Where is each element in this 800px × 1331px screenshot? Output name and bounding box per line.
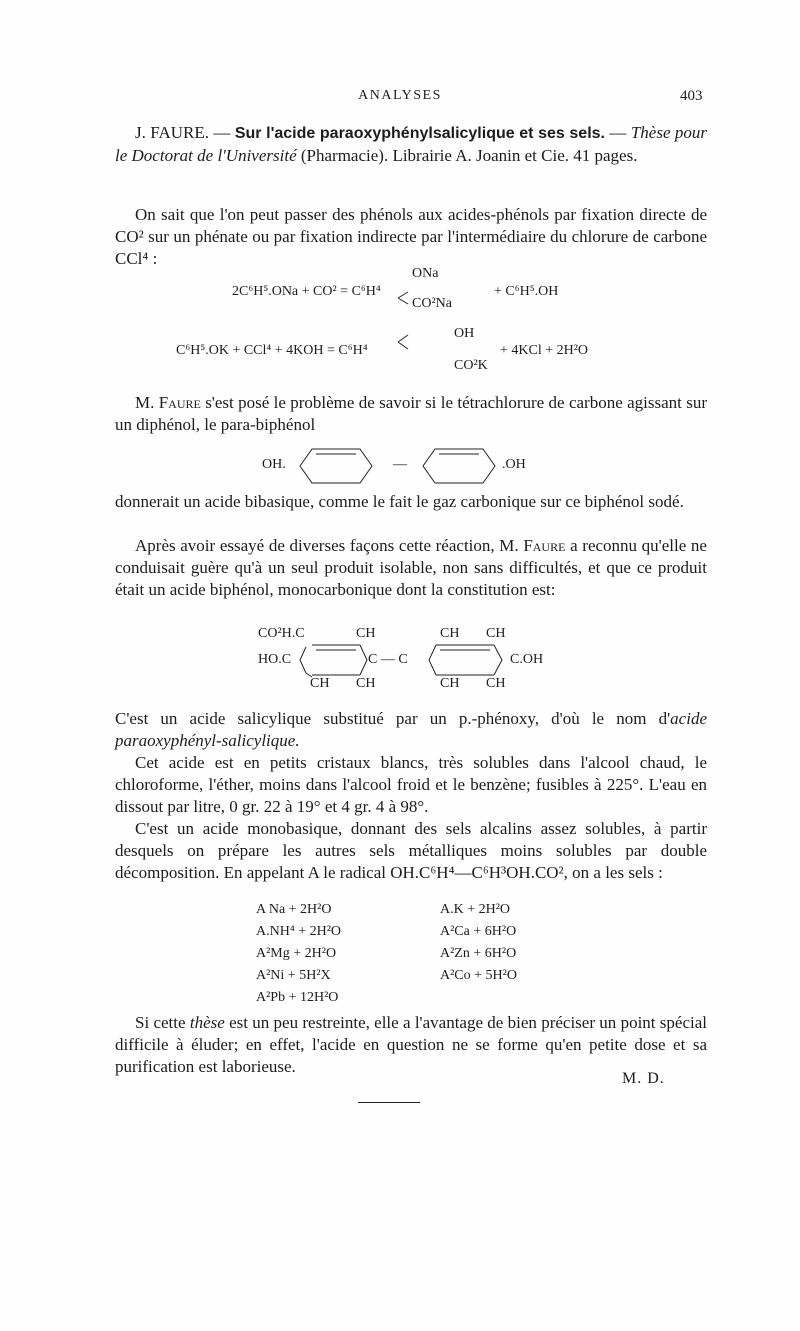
paragraph-name: C'est un acide salicylique substitué par un p.-phénoxy, d'où le nom d'acide paraoxyphényl-salicylique. — [115, 709, 707, 750]
structure-ch: CH — [440, 626, 460, 641]
equation2-bottom: CO²K — [454, 358, 488, 373]
salt-left: A²Ni + 5H²X — [256, 968, 331, 983]
paragraph-salts: C'est un acide monobasique, donnant des sels alcalins assez solubles, à partir desquels on prépare les autres sels métalliques moins solubles par double décomposition. En appelant A le radical OH.C⁶H⁴—C⁶H³OH.CO², on a les sels : — [115, 819, 707, 882]
biphenol-bond: — — [393, 457, 407, 472]
equation2-top: OH — [454, 326, 475, 341]
structure-hoc: HO.C — [258, 652, 292, 667]
equation2-lhs: C⁶H⁵.OK + CCl⁴ + 4KOH = C⁶H⁴ — [176, 343, 368, 358]
intro-paragraph: On sait que l'on peut passer des phénols aux acides-phénols par fixation directe de CO² sur un phénate ou par fixation indirecte par l'intermédiaire du chlorure de carbone CCl⁴ : — [115, 205, 707, 268]
citation-publisher: (Pharmacie). Librairie A. Joanin et Cie. 41 pages. — [300, 146, 638, 165]
salt-right: A²Zn + 6H²O — [440, 946, 517, 961]
structure-ch: CH — [440, 676, 460, 691]
salt-left: A.NH⁴ + 2H²O — [256, 924, 342, 939]
citation-thesis: Thèse pour le Doctorat de l'Université — [115, 123, 708, 165]
paragraph-conclusion: Si cette thèse est un peu restreinte, elle a l'avantage de bien préciser un point spécial difficile à éluder; en effet, l'acide en question ne se forme qu'en petite dose et sa purification est laborieuse. — [115, 1013, 707, 1076]
salt-right: A.K + 2H²O — [440, 902, 511, 917]
equation1-lhs: 2C⁶H⁵.ONa + CO² = C⁶H⁴ — [232, 284, 381, 299]
structure-ch: CH — [310, 676, 330, 691]
signature: M. D. — [622, 1070, 665, 1087]
salt-right: A²Co + 5H²O — [440, 968, 517, 983]
page-number: 403 — [680, 88, 703, 104]
structure-ch: CH — [356, 626, 376, 641]
structure-bridge: C — C — [368, 652, 408, 667]
structure-ch: CH — [486, 676, 506, 691]
equation1-rhs: + C⁶H⁵.OH — [494, 284, 559, 299]
citation-dash: — — [609, 123, 627, 142]
paragraph-result: Après avoir essayé de diverses façons cette réaction, M. Faure a reconnu qu'elle ne conduisait guère qu'à un seul produit isolable, non sans difficultés, et que ce produit était un acide biphénol, monocarbonique dont la constitution est: — [115, 536, 707, 599]
biphenol-right: .OH — [502, 457, 526, 472]
equation1-top: ONa — [412, 266, 439, 281]
paragraph-problem: M. Faure s'est posé le problème de savoir si le tétrachlorure de carbone agissant sur un diphénol, le para-biphénol — [115, 393, 707, 434]
equation2-rhs: + 4KCl + 2H²O — [500, 343, 589, 358]
closing-rule — [358, 1102, 420, 1103]
equation1-bottom: CO²Na — [412, 296, 452, 311]
structure-ch: CH — [486, 626, 506, 641]
salt-left: A Na + 2H²O — [256, 902, 332, 917]
biphenol-left: OH. — [262, 457, 286, 472]
running-header: ANALYSES — [358, 88, 442, 103]
citation-title: Sur l'acide paraoxyphénylsalicylique et ses sels. — [234, 125, 605, 142]
citation-author: J. FAURE. — — [135, 123, 231, 142]
structure-coh: C.OH — [510, 652, 544, 667]
salt-left: A²Pb + 12H²O — [256, 990, 339, 1005]
paragraph-properties: Cet acide est en petits cristaux blancs, très solubles dans l'alcool chaud, le chloroforme, l'éther, moins dans l'alcool froid et le benzène; fusibles à 225°. L'eau en dissout par litre, 0 gr. 22 à 19° et 4 gr. 4 à 98°. — [115, 753, 707, 816]
structure-ch: CH — [356, 676, 376, 691]
salt-right: A²Ca + 6H²O — [440, 924, 517, 939]
paragraph-bibasic: donnerait un acide bibasique, comme le fait le gaz carbonique sur ce biphénol sodé. — [115, 492, 684, 511]
author-name: M. Faure — [135, 393, 201, 412]
salt-left: A²Mg + 2H²O — [256, 946, 337, 961]
structure-co2h: CO²H.C — [258, 626, 305, 641]
